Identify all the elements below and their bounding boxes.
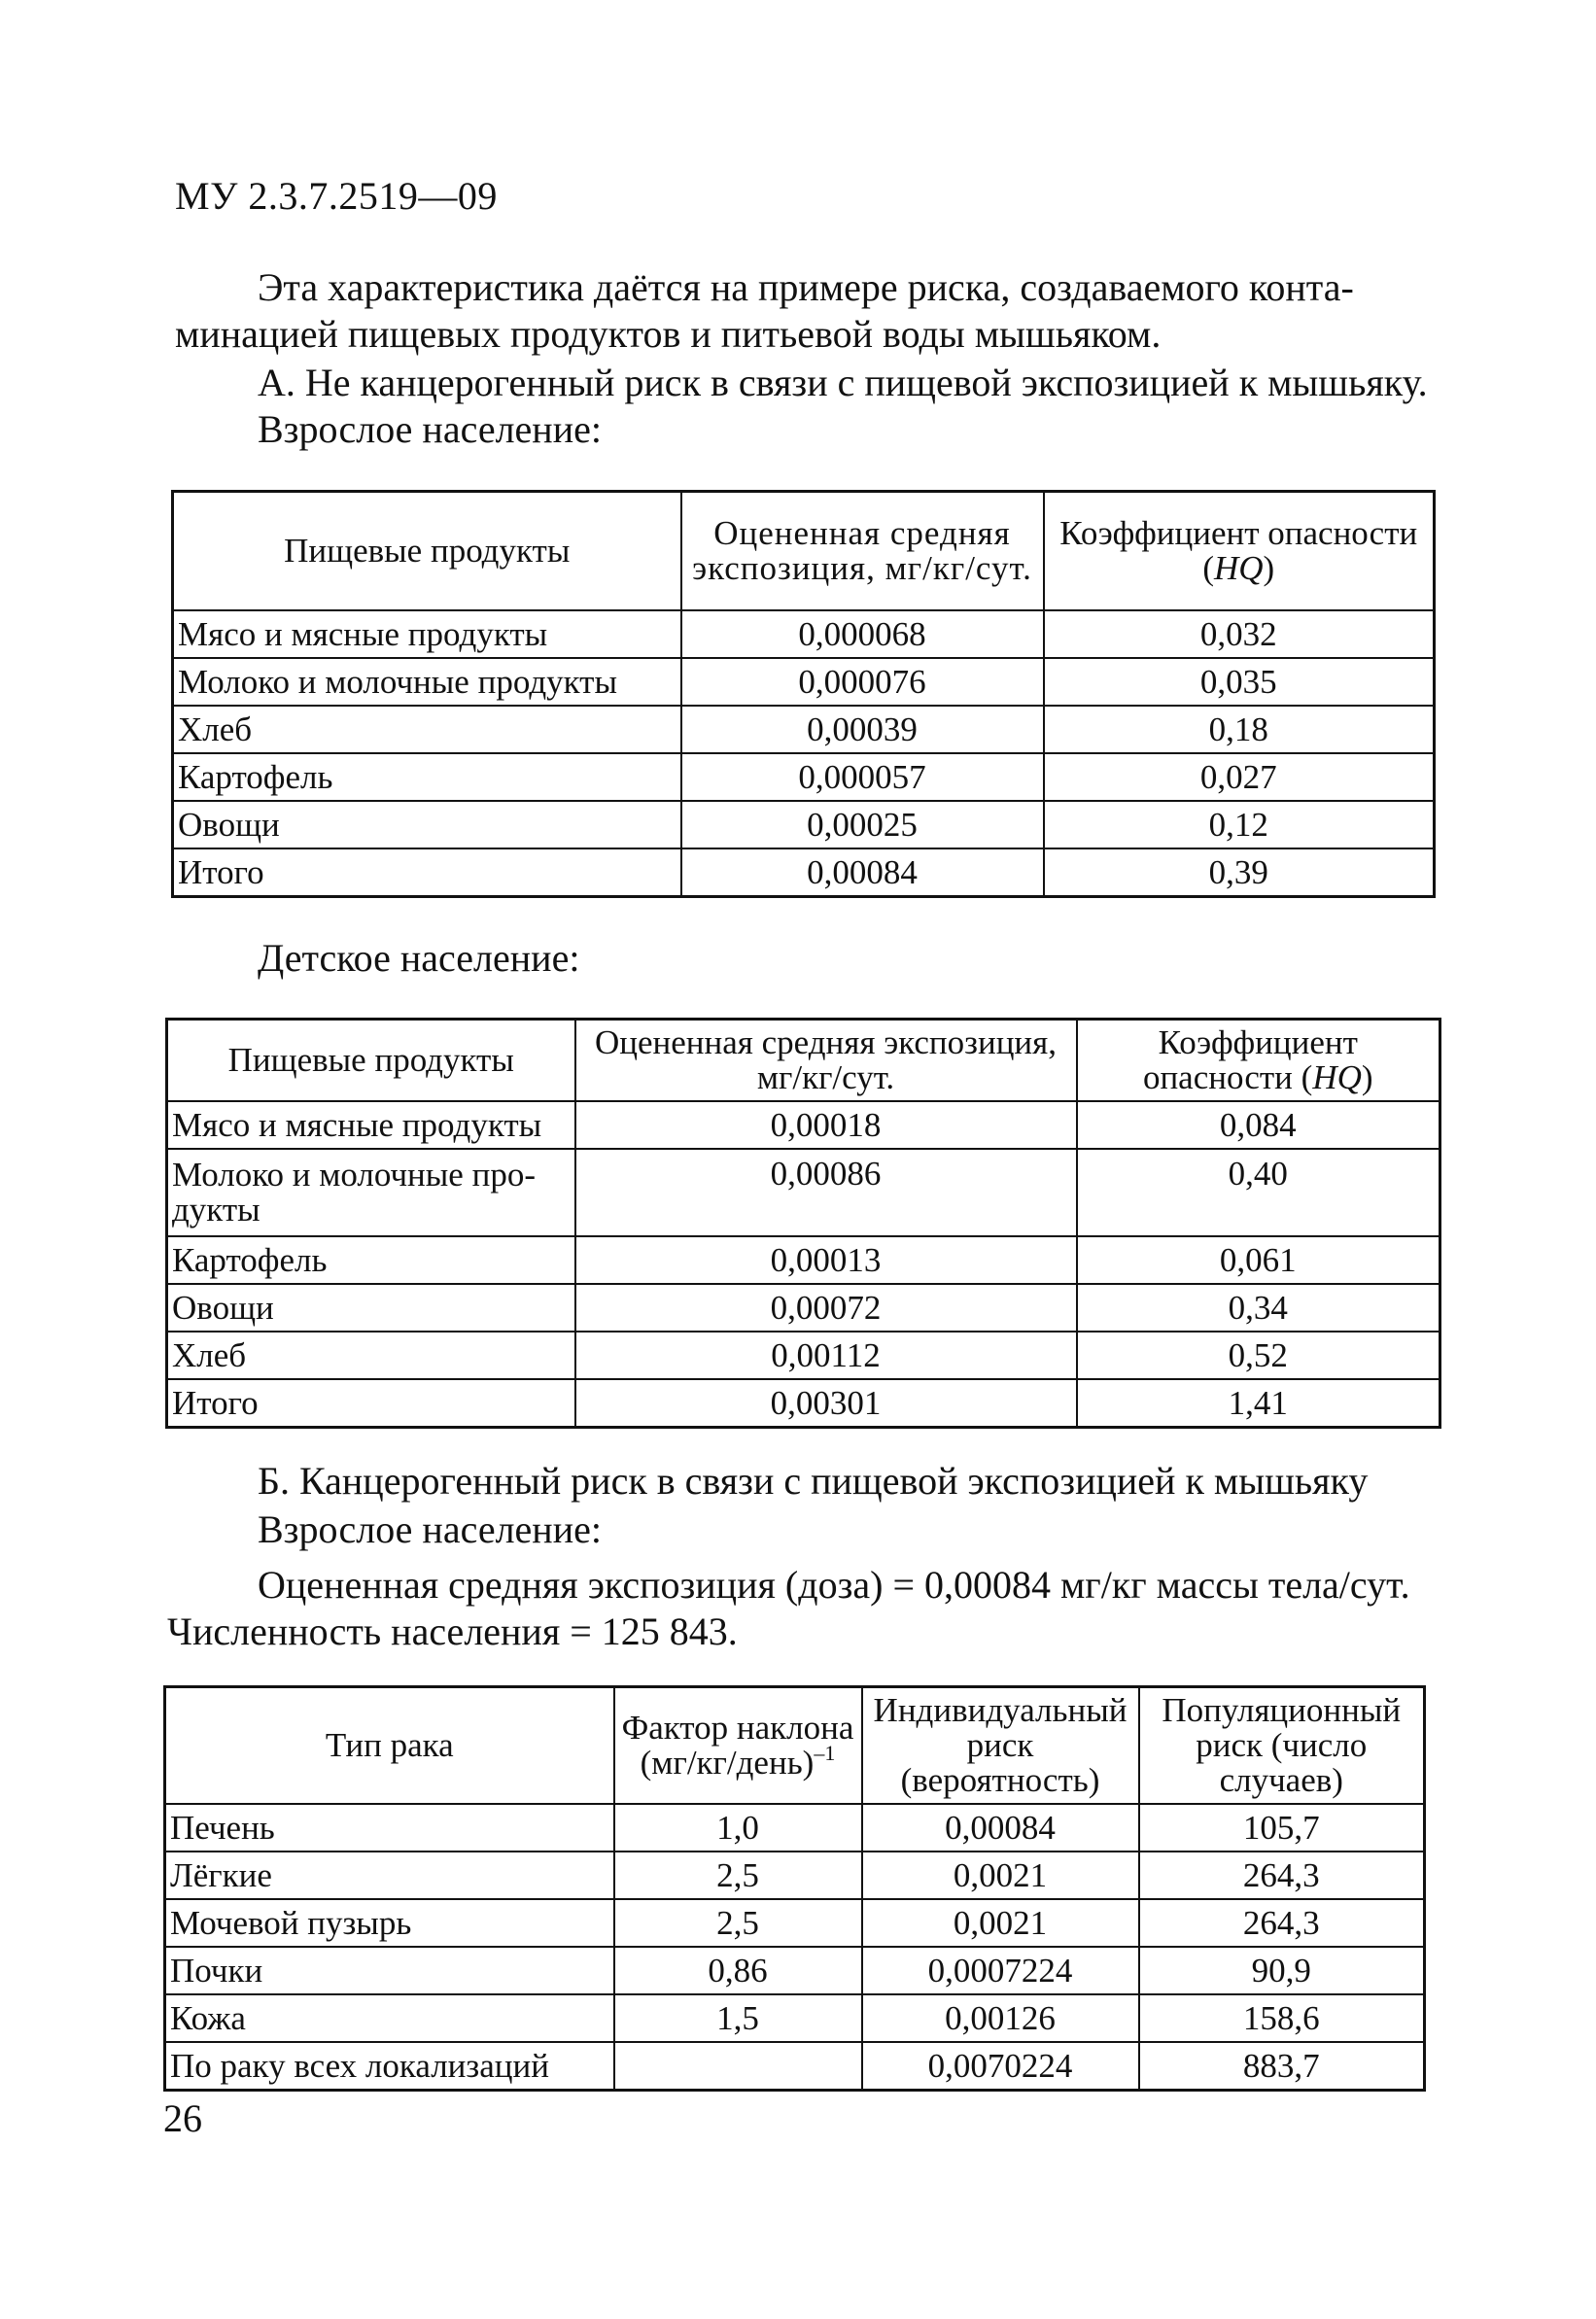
table-cell: 0,00013 [575, 1236, 1077, 1284]
table-cell: Овощи [173, 801, 681, 848]
table-cell: По раку всех локализаций [165, 2042, 614, 2091]
intro-line-1: Эта характеристика даётся на примере риска, создаваемого конта- [258, 265, 1354, 309]
table-cell: Печень [165, 1804, 614, 1852]
table-cell: 0,000068 [681, 610, 1044, 658]
table-cell: 0,0070224 [862, 2042, 1139, 2091]
table-cell: 0,032 [1044, 610, 1435, 658]
table-header-row [173, 492, 1435, 611]
header-cell: Коэффициент опасности (HQ) [1077, 1020, 1440, 1102]
adult-exposure-table [171, 490, 1436, 898]
adult-population-label: Взрослое население: [258, 407, 602, 451]
header-cell: Коэффициент опасности (HQ) [1044, 492, 1435, 611]
table-cell: 0,084 [1077, 1101, 1440, 1149]
table-cell: Картофель [173, 753, 681, 801]
table-cell: 0,00025 [681, 801, 1044, 848]
table-cell: 158,6 [1139, 1994, 1425, 2042]
table-cell: 1,5 [614, 1994, 862, 2042]
table-cell: 0,00039 [681, 706, 1044, 753]
table-row [167, 1101, 1440, 1149]
table-cell: 0,86 [614, 1947, 862, 1994]
table-cell: 0,00126 [862, 1994, 1139, 2042]
table-row [165, 1899, 1425, 1947]
intro-line-2: минацией пищевых продуктов и питьевой воды мышьяком. [175, 312, 1162, 356]
table-row [165, 2042, 1425, 2091]
document-header: МУ 2.3.7.2519—09 [175, 174, 498, 218]
table-cell: 0,12 [1044, 801, 1435, 848]
table-cell: 0,40 [1077, 1149, 1440, 1236]
table-cell: Почки [165, 1947, 614, 1994]
population-line: Численность населения = 125 843. [167, 1609, 738, 1653]
header-cell: Индивидуальный риск (вероятность) [862, 1687, 1139, 1805]
table-cell: 0,00086 [575, 1149, 1077, 1236]
table-row [173, 610, 1435, 658]
table-cell: 0,00018 [575, 1101, 1077, 1149]
header-cell: Тип рака [165, 1687, 614, 1805]
header-cell: Пищевые продукты [167, 1020, 575, 1102]
cancer-risk-table [163, 1685, 1426, 2092]
table-cell: Овощи [167, 1284, 575, 1332]
table-cell: Мочевой пузырь [165, 1899, 614, 1947]
table-cell: Итого [173, 848, 681, 897]
table-cell: 90,9 [1139, 1947, 1425, 1994]
table-row [167, 1236, 1440, 1284]
table-row [165, 1804, 1425, 1852]
section-b-title: Б. Канцерогенный риск в связи с пищевой экспозицией к мышьяку [258, 1459, 1369, 1503]
table-cell: Хлеб [167, 1332, 575, 1379]
table-row [165, 1947, 1425, 1994]
table-row [167, 1332, 1440, 1379]
table-cell: 1,41 [1077, 1379, 1440, 1428]
section-b-adult-label: Взрослое население: [258, 1507, 602, 1551]
table-cell: 0,00112 [575, 1332, 1077, 1379]
table-cell: Мясо и мясные продукты [173, 610, 681, 658]
table-cell: 0,061 [1077, 1236, 1440, 1284]
page-number: 26 [163, 2096, 202, 2140]
child-population-label: Детское население: [258, 936, 580, 980]
table-cell: 0,0021 [862, 1899, 1139, 1947]
table-cell: 0,0007224 [862, 1947, 1139, 1994]
table-cell: 264,3 [1139, 1899, 1425, 1947]
table-cell: Кожа [165, 1994, 614, 2042]
table-row [173, 753, 1435, 801]
table-header-row [167, 1020, 1440, 1102]
table-row [173, 706, 1435, 753]
table-cell [614, 2042, 862, 2091]
table-row [173, 658, 1435, 706]
table-cell: 0,00072 [575, 1284, 1077, 1332]
header-cell: Пищевые продукты [173, 492, 681, 611]
table-row [165, 1994, 1425, 2042]
child-exposure-table [165, 1018, 1441, 1429]
table-cell: Молоко и молочные про-дукты [167, 1149, 575, 1236]
table-cell: 0,027 [1044, 753, 1435, 801]
header-cell: Популяционный риск (число случаев) [1139, 1687, 1425, 1805]
table-cell: 0,0021 [862, 1852, 1139, 1899]
table-row [165, 1852, 1425, 1899]
table-cell: Итого [167, 1379, 575, 1428]
table-cell: 105,7 [1139, 1804, 1425, 1852]
table-cell: 0,00084 [862, 1804, 1139, 1852]
table-cell: 0,000057 [681, 753, 1044, 801]
header-cell: Оцененная средняя экспозиция, мг/кг/сут. [681, 492, 1044, 611]
table-cell: 2,5 [614, 1852, 862, 1899]
table-cell: Молоко и молочные продукты [173, 658, 681, 706]
table-cell: 2,5 [614, 1899, 862, 1947]
table-cell: 1,0 [614, 1804, 862, 1852]
table-cell: Мясо и мясные продукты [167, 1101, 575, 1149]
section-a-title: А. Не канцерогенный риск в связи с пищевой экспозицией к мышьяку. [258, 361, 1428, 404]
table-row [167, 1379, 1440, 1428]
dose-line: Оцененная средняя экспозиция (доза) = 0,00084 мг/кг массы тела/сут. [258, 1563, 1410, 1607]
table-cell: Лёгкие [165, 1852, 614, 1899]
table-cell: 0,00084 [681, 848, 1044, 897]
table-row [173, 848, 1435, 897]
table-cell: Картофель [167, 1236, 575, 1284]
table-cell: Хлеб [173, 706, 681, 753]
table-cell: 264,3 [1139, 1852, 1425, 1899]
table-header-row [165, 1687, 1425, 1805]
table-row [167, 1149, 1440, 1236]
table-cell: 0,18 [1044, 706, 1435, 753]
header-cell: Оцененная средняя экспозиция, мг/кг/сут. [575, 1020, 1077, 1102]
table-row [167, 1284, 1440, 1332]
table-cell: 0,000076 [681, 658, 1044, 706]
table-row [173, 801, 1435, 848]
table-cell: 0,39 [1044, 848, 1435, 897]
table-cell: 0,34 [1077, 1284, 1440, 1332]
table-cell: 0,035 [1044, 658, 1435, 706]
table-cell: 0,00301 [575, 1379, 1077, 1428]
header-cell: Фактор наклона (мг/кг/день)$^{-1}$ [614, 1687, 862, 1805]
table-cell: 0,52 [1077, 1332, 1440, 1379]
table-cell: 883,7 [1139, 2042, 1425, 2091]
